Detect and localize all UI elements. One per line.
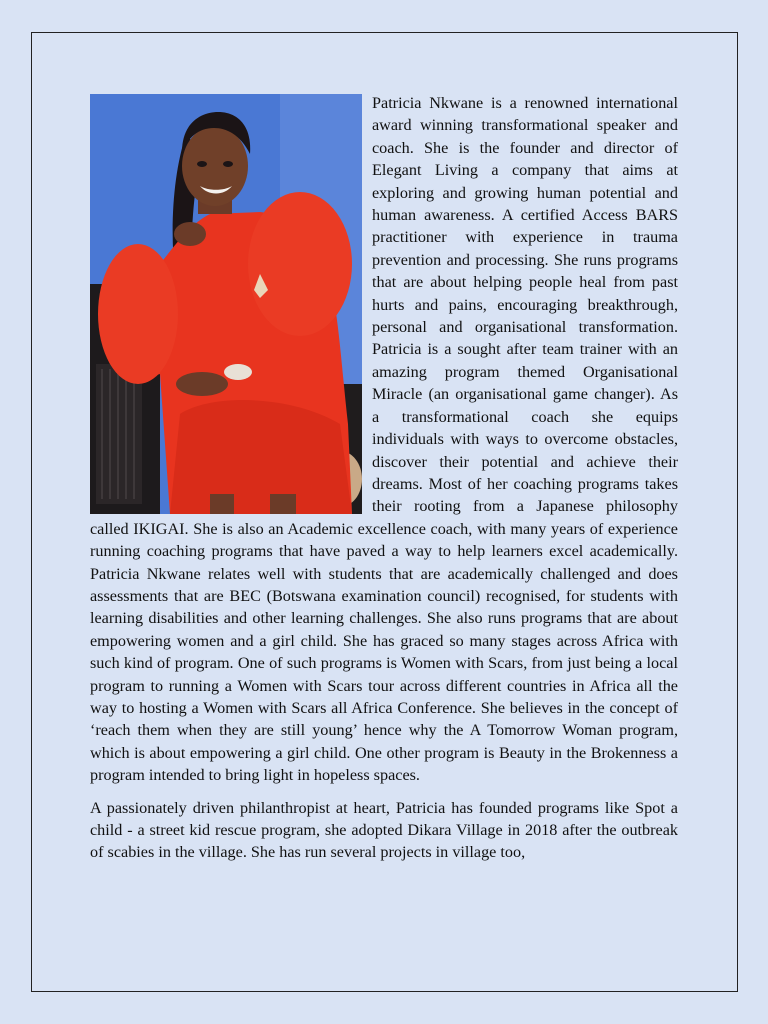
portrait-photo <box>90 94 362 514</box>
bio-content <box>90 92 678 874</box>
bio-paragraph-2: A passionately driven philanthropist at heart, Patricia has founded programs like Spot a child - a street kid rescue program, she adopted Dikara Village in 2018 after the outbreak of scabies in the village. She has run several projects in village too, <box>90 798 678 862</box>
bio-paragraph-1: Patricia Nkwane is a renowned international award winning transformational speaker and coach. She is the founder and director of Elegant Living a company that aims at exploring and growing human potential and human awareness. A certified Access BARS practitioner with experience in trauma prevention and processing. She runs programs that are about helping people heal from past hurts and pains, encouraging breakthrough, personal and organisational transformation. Patricia is a sought after team trainer with an amazing program themed Organisational Miracle (an organisational game changer). As a transformational coach she equips individuals with ways to overcome obstacles, discover their potential and achieve their dreams. Most of her coaching programs takes their rooting from a Japanese philosophy called IKIGAI. She is also an Academic excellence coach, with many years of experience running coaching programs that have paved a way to help learners excel academically. Patricia Nkwane relates well with students that are academically challenged and does assessments that are BEC (Botswana examination council) recognised, for students with learning disabilities and other learning challenges. She also runs programs that are about empowering women and a girl child. She has graced so many stages across Africa with such kind of program. One of such programs is Women with Scars, from just being a local program to running a Women with Scars tour across different countries in Africa all the way to hosting a Women with Scars all Africa Conference. She believes in the concept of ‘reach them when they are still young’ hence why the A Tomorrow Woman program, which is about empowering a girl child. One other program is Beauty in the Brokenness a program intended to bring light in hopeless spaces. <box>90 94 678 785</box>
